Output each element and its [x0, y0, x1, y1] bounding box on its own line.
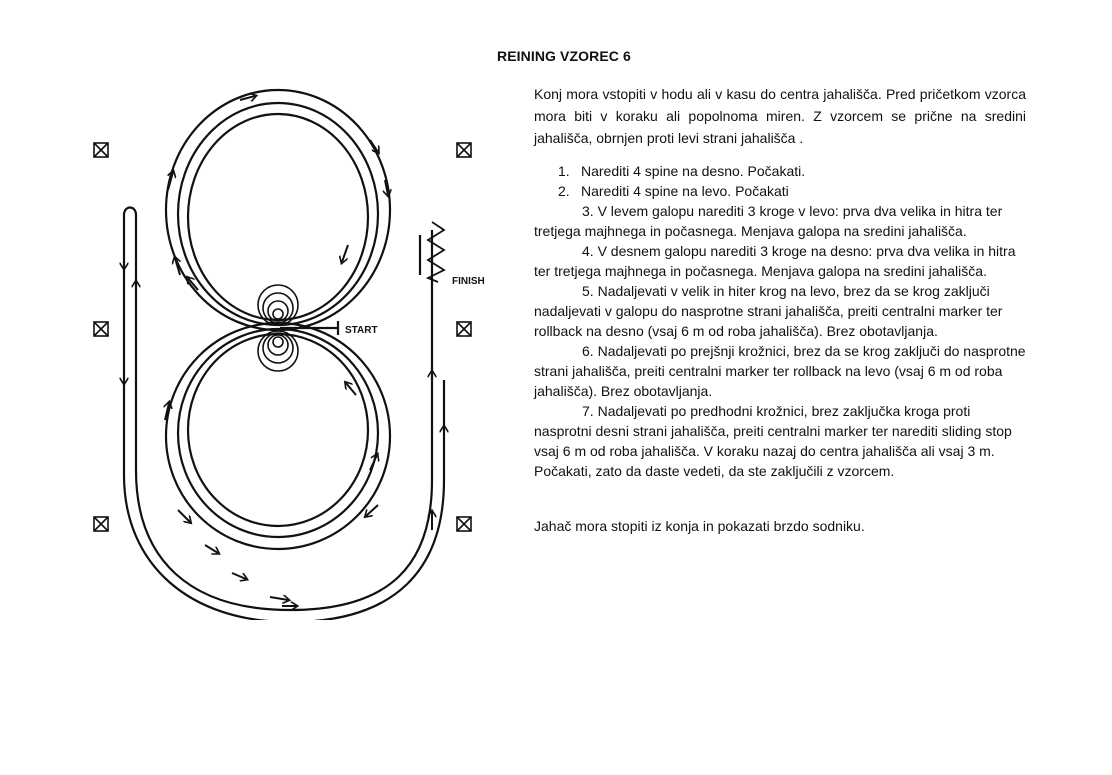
step-number: 2. [558, 183, 570, 199]
reining-pattern-diagram [80, 80, 510, 620]
list-item [534, 241, 1026, 281]
page-title: REINING VZOREC 6 [497, 48, 631, 64]
step-text: V desnem galopu narediti 3 kroge na desno: prva dva velika in hitra ter tretjega majhnega in počasnega. Menjava galopa na sredini jahališča. [534, 243, 1016, 279]
pattern-description [534, 83, 1026, 537]
step-text: V levem galopu narediti 3 kroge v levo: prva dva velika in hitra ter tretjega majhnega in počasnega. Menjava galopa na sredini jahališča. [534, 203, 1003, 239]
boxed-x-marker-icon [94, 517, 108, 531]
step-number: 5. [582, 283, 594, 299]
boxed-x-marker-icon [457, 322, 471, 336]
step-text: Nadaljevati po prejšnji krožnici, brez da se krog zaključi do nasprotne strani jahališča, preiti centralni marker ter rollback na levo (vsaj 6 m od roba jahališča). Brez obotavljanja. [534, 343, 1026, 399]
step-text: Narediti 4 spine na levo. Počakati [581, 183, 789, 199]
list-item [534, 181, 1026, 201]
list-item [534, 201, 1026, 241]
step-text: Narediti 4 spine na desno. Počakati. [581, 163, 806, 179]
step-number: 3. [582, 203, 594, 219]
boxed-x-marker-icon [457, 517, 471, 531]
intro-paragraph: Konj mora vstopiti v hodu ali v kasu do centra jahališča. Pred pričetkom vzorca mora biti v koraku ali popolnoma miren. Z vzorcem se prične na sredini jahališča, obrnjen proti levi strani jahališča . [534, 86, 1026, 146]
lower-circles [166, 323, 390, 549]
rundown-paths [124, 208, 444, 621]
step-number: 6. [582, 343, 594, 359]
step-text: Nadaljevati po predhodni krožnici, brez zaključka kroga proti nasprotni desni strani jahališča, preiti centralni marker ter narediti sliding stop vsaj 6 m od roba jahališča. V koraku nazaj do centra jahališča ali vsaj 3 m. Počakati, zato da daste vedeti, da ste zaključili z vzorcem. [534, 403, 1012, 479]
finish-label: FINISH [452, 276, 485, 287]
list-item [534, 281, 1026, 341]
start-label: START [345, 325, 378, 336]
list-item [534, 161, 1026, 181]
step-number: 1. [558, 163, 570, 179]
step-text: Nadaljevati v velik in hiter krog na levo, brez da se krog zaključi nadaljevati v galopu do nasprotne strani jahališča, preiti centralni marker ter rollback na desno (vsaj 6 m od roba jahališča). Brez obotavljanja. [534, 283, 1003, 339]
closing-paragraph: Jahač mora stopiti iz konja in pokazati brzdo sodniku. [534, 518, 865, 534]
step-number: 4. [582, 243, 594, 259]
boxed-x-marker-icon [457, 143, 471, 157]
list-item [534, 341, 1026, 401]
boxed-x-marker-icon [94, 143, 108, 157]
step-number: 7. [582, 403, 594, 419]
sliding-stop-zigzag [428, 222, 444, 282]
direction-arrows [124, 96, 444, 606]
upper-circles [166, 90, 390, 330]
steps-list [534, 161, 1026, 481]
boxed-x-marker-icon [94, 322, 108, 336]
list-item [534, 401, 1026, 481]
